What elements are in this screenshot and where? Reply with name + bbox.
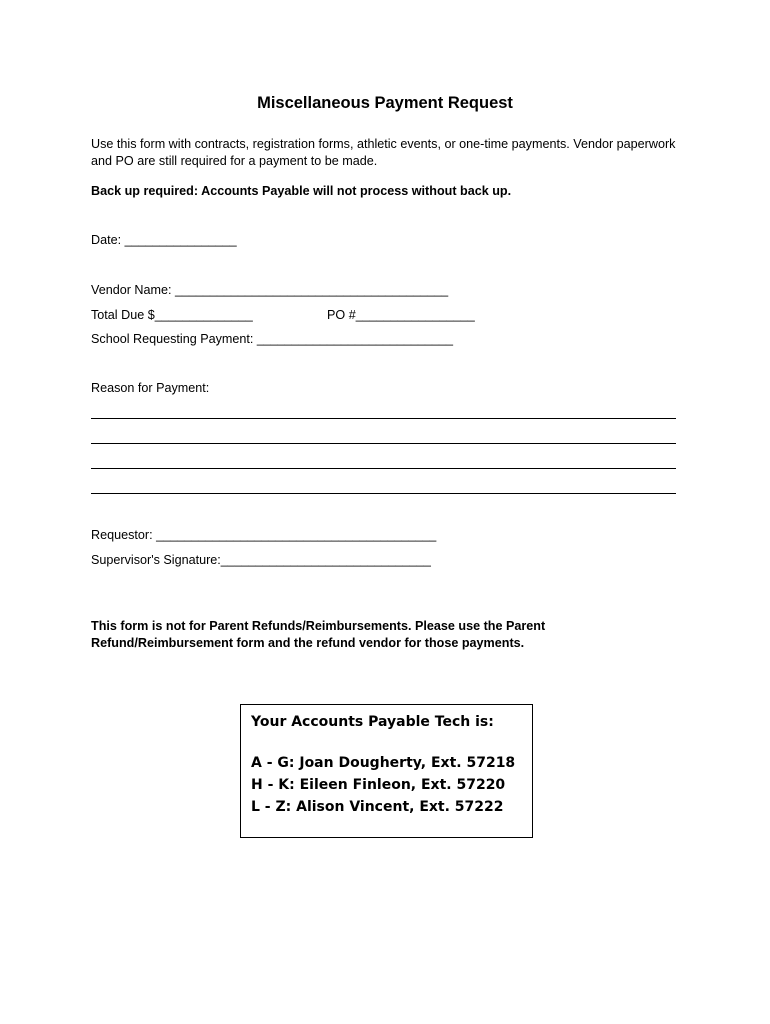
intro-text: Use this form with contracts, registration forms, athletic events, or one-time payments. Vendor paperwork and PO are still required for a payment to be made. xyxy=(91,137,676,168)
school-requesting-field: School Requesting Payment: ____________________________ xyxy=(91,332,454,346)
accounts-payable-box xyxy=(240,704,533,838)
date-field: Date: ________________ xyxy=(91,233,237,247)
reason-line xyxy=(91,418,676,419)
ap-tech-entry: A - G: Joan Dougherty, Ext. 57218 xyxy=(251,755,516,771)
reason-line xyxy=(91,468,676,469)
form-title: Miscellaneous Payment Request xyxy=(257,94,513,112)
vendor-name-field: Vendor Name: _______________________________________ xyxy=(91,283,449,297)
backup-required-notice: Back up required: Accounts Payable will not process without back up. xyxy=(91,184,512,198)
ap-tech-entry: H - K: Eileen Finleon, Ext. 57220 xyxy=(251,777,506,793)
ap-box-heading: Your Accounts Payable Tech is: xyxy=(251,714,494,730)
reason-line xyxy=(91,443,676,444)
reason-line xyxy=(91,493,676,494)
total-due-field: Total Due $______________ xyxy=(91,308,253,322)
po-number-field: PO #_________________ xyxy=(327,308,475,322)
ap-tech-entry: L - Z: Alison Vincent, Ext. 57222 xyxy=(251,799,504,815)
reason-for-payment-label: Reason for Payment: xyxy=(91,381,210,395)
parent-refund-notice: This form is not for Parent Refunds/Reimbursements. Please use the Parent Refund/Reimbursement form and the refund vendor for those payments. xyxy=(91,619,546,650)
requestor-field: Requestor: ________________________________________ xyxy=(91,528,437,542)
supervisor-signature-field: Supervisor's Signature:______________________________ xyxy=(91,553,431,567)
